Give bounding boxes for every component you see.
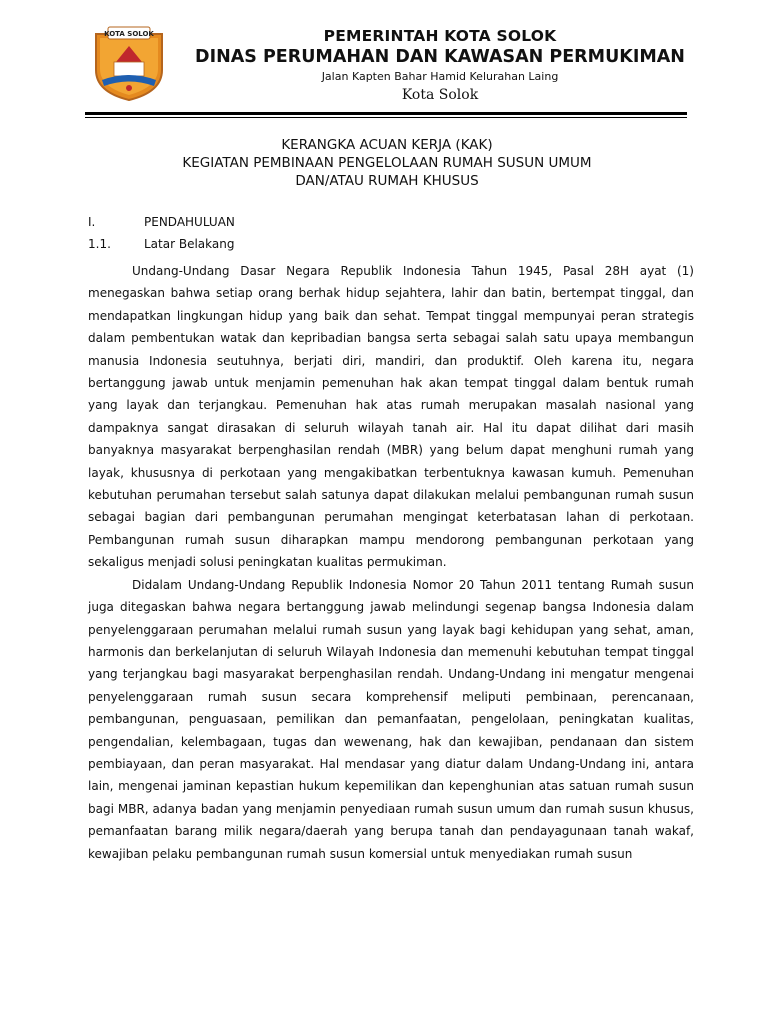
section-heading: [88, 215, 235, 229]
body-text: [88, 260, 694, 865]
document-title-line: DAN/ATAU RUMAH KHUSUS: [295, 173, 479, 189]
paragraph: Undang-Undang Dasar Negara Republik Indonesia Tahun 1945, Pasal 28H ayat (1) menegaskan bahwa setiap orang berhak hidup sejahtera, lahir dan batin, bertempat tinggal, dan mendapatkan lingkungan hidup yang baik dan sehat. Tempat tinggal mempunyai peran strategis dalam pembentukan watak dan kepribadian bangsa serta sebagai salah satu upaya membangun manusia Indonesia seutuhnya, berjati diri, mandiri, dan produktif. Oleh karena itu, negara bertanggung jawab untuk menjamin pemenuhan hak akan tempat tinggal dalam bentuk rumah yang layak dan terjangkau. Pemenuhan hak atas rumah merupakan masalah nasional yang dampaknya sangat dirasakan di seluruh wilayah tanah air. Hal itu dapat dilihat dari masih banyaknya masyarakat berpenghasilan rendah (MBR) yang belum dapat menghuni rumah yang layak, khususnya di perkotaan yang mengakibatkan terbentuknya kawasan kumuh. Pemenuhan kebutuhan perumahan tersebut salah satunya dapat dilakukan melalui pembangunan rumah susun sebagai bagian dari pembangunan perumahan mengingat keterbatasan lahan di perkotaan. Pembangunan rumah susun diharapkan mampu mendorong pembangunan perkotaan yang sekaligus menjadi solusi peningkatan kualitas permukiman.: [88, 264, 694, 570]
kota-solok-emblem-icon: [88, 24, 170, 102]
agency-name: DINAS PERUMAHAN DAN KAWASAN PERMUKIMAN: [195, 47, 685, 67]
agency-address: Jalan Kapten Bahar Hamid Kelurahan Laing: [321, 70, 559, 83]
letterhead: [0, 0, 768, 120]
document-title-line: KEGIATAN PEMBINAAN PENGELOLAAN RUMAH SUSUN UMUM: [182, 155, 592, 171]
government-name: PEMERINTAH KOTA SOLOK: [323, 27, 557, 45]
document-title-line: KERANGKA ACUAN KERJA (KAK): [281, 137, 493, 153]
section-number: I.: [88, 215, 96, 229]
letterhead-rule-thick: [85, 112, 687, 115]
agency-city: Kota Solok: [401, 87, 479, 103]
subsection-heading: [88, 237, 234, 251]
subsection-title: Latar Belakang: [144, 237, 235, 251]
letterhead-rule-thin: [85, 117, 687, 118]
document-title: [80, 136, 694, 190]
logo-ribbon-text: KOTA SOLOK: [104, 30, 154, 38]
paragraph: Didalam Undang-Undang Republik Indonesia Nomor 20 Tahun 2011 tentang Rumah susun juga ditegaskan bahwa negara bertanggung jawab melindungi segenap bangsa Indonesia dalam penyelenggaraan perumahan melalui rumah susun yang layak bagi kehidupan yang sehat, aman, harmonis dan berkelanjutan di seluruh Wilayah Indonesia dan memenuhi kebutuhan tempat tinggal yang terjangkau bagi masyarakat berpenghasilan rendah. Undang-Undang ini mengatur mengenai penyelenggaraan rumah susun secara komprehensif meliputi pembinaan, perencanaan, pembangunan, penguasaan, pemilikan dan pemanfaatan, pengelolaan, peningkatan kualitas, pengendalian, kelembagaan, tugas dan wewenang, hak dan kewajiban, pendanaan dan sistem pembiayaan, dan peran masyarakat. Hal mendasar yang diatur dalam Undang-Undang ini, antara lain, mengenai jaminan kepastian hukum kepemilikan dan kepenghunian atas satuan rumah susun bagi MBR, adanya badan yang menjamin penyediaan rumah susun umum dan rumah susun khusus, pemanfaatan barang milik negara/daerah yang berupa tanah dan pendayagunaan tanah wakaf, kewajiban pelaku pembangunan rumah susun komersial untuk menyediakan rumah susun: [88, 577, 694, 861]
section-title: PENDAHULUAN: [144, 215, 235, 229]
subsection-number: 1.1.: [88, 237, 111, 251]
